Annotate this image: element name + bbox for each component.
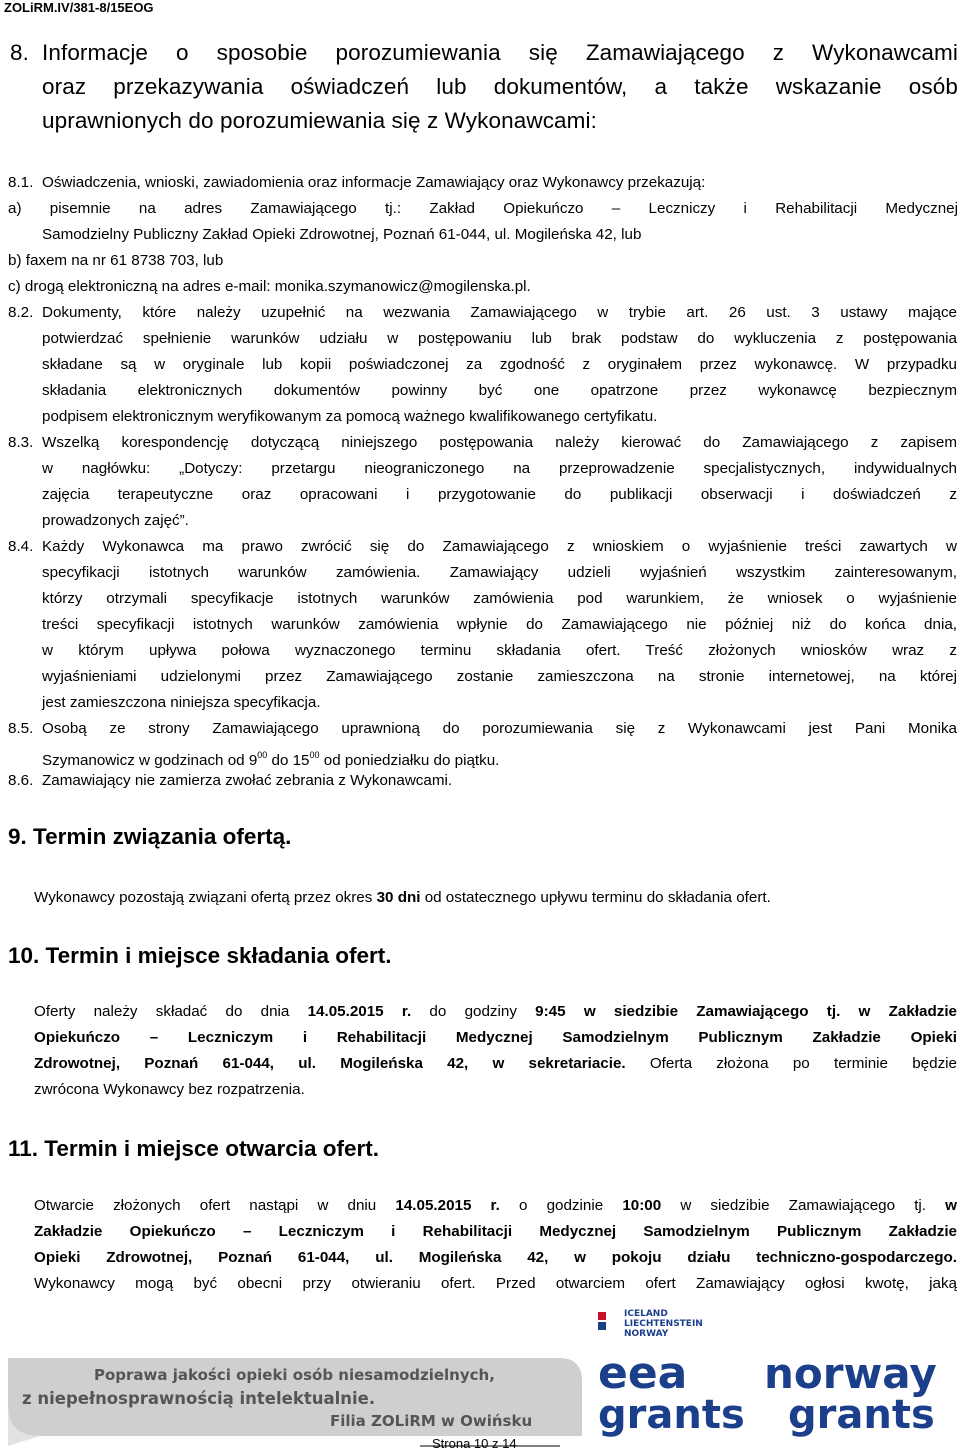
p84-line: jest zamieszczona niniejsza specyfikacja. bbox=[42, 694, 321, 711]
p85-line: Osobą ze strony Zamawiającego uprawnioną do porozumiewania się z Wykonawcami jest Pani Monika bbox=[42, 720, 957, 737]
p81-label: 8.1. bbox=[8, 174, 34, 191]
s11-text: o godzinie bbox=[499, 1197, 623, 1214]
s10-line: zwrócona Wykonawcy bez rozpatrzenia. bbox=[34, 1081, 305, 1098]
s10-address: Zdrowotnej, Poznań 61-044, ul. Mogileńska 42, w sekretariacie. bbox=[34, 1055, 626, 1072]
banner-line-3: Filia ZOLiRM w Owińsku bbox=[330, 1412, 533, 1430]
list-item-b: b) faxem na nr 61 8738 703, lub bbox=[8, 252, 224, 269]
flag-norway: NORWAY bbox=[624, 1329, 669, 1339]
section-9-text bbox=[34, 885, 771, 911]
s10-line bbox=[34, 999, 957, 1025]
eea-grants-word: grants bbox=[598, 1392, 745, 1438]
page-number: Strona 10 z 14 bbox=[432, 1436, 517, 1451]
section-8-title-line: Informacje o sposobie porozumiewania się Zamawiającego z Wykonawcami bbox=[42, 40, 958, 65]
s11-line bbox=[34, 1193, 957, 1219]
section-11-heading: 11. Termin i miejsce otwarcia ofert. bbox=[8, 1136, 379, 1161]
flag-liechtenstein: LIECHTENSTEIN bbox=[624, 1319, 703, 1329]
banner-line-1: Poprawa jakości opieki osób niesamodzielnych, bbox=[94, 1366, 495, 1384]
s11-text-bold: w bbox=[945, 1197, 957, 1214]
s10-date: 14.05.2015 r. bbox=[307, 1003, 412, 1020]
norway-grants-word: grants bbox=[788, 1392, 935, 1438]
p82-line: potwierdzać spełnienie warunków udziału w postępowaniu lub brak podstaw do wykluczenia z postępowania bbox=[42, 330, 957, 347]
flag-iceland: ICELAND bbox=[624, 1309, 668, 1319]
banner-line-2: z niepełnosprawnością intelektualnie. bbox=[22, 1389, 376, 1408]
p83-line: zajęcia terapeutyczne oraz opracowani i przygotowanie do publikacji obserwacji i doświadczeń z bbox=[42, 486, 957, 503]
p83-label: 8.3. bbox=[8, 434, 34, 451]
footer-graphics bbox=[0, 1296, 960, 1453]
list-item-a-cont: Samodzielny Publiczny Zakład Opieki Zdrowotnej, Poznań 61-044, ul. Mogileńska 42, lub bbox=[42, 226, 642, 243]
footer bbox=[0, 1296, 960, 1453]
p84-line: w którym upływa połowa wyznaczonego terminu składania ofert. Treść złożonych wniosków wraz z bbox=[42, 642, 957, 659]
p84-line: którzy otrzymali specyfikacje istotnych warunków zamówienia pod warunkiem, że wniosek o wyjaśnienie bbox=[42, 590, 957, 607]
flag-red-icon bbox=[598, 1312, 606, 1320]
flag-blue-icon bbox=[598, 1322, 606, 1330]
s10-text: Oferty należy składać do dnia bbox=[34, 1003, 308, 1020]
s11-date: 14.05.2015 r. bbox=[395, 1197, 500, 1214]
s9-days: 30 dni bbox=[376, 889, 421, 906]
p84-line: Każdy Wykonawca ma prawo zwrócić się do Zamawiającego z wnioskiem o wyjaśnienie treści zawartych w bbox=[42, 538, 957, 555]
p85-superscript: 00 bbox=[309, 750, 320, 760]
section-9-heading: 9. Termin związania ofertą. bbox=[8, 824, 292, 849]
p82-line: Dokumenty, które należy uzupełnić na wezwania Zamawiającego w trybie art. 26 ust. 3 ustawy mające bbox=[42, 304, 957, 321]
s10-text: do godziny bbox=[411, 1003, 536, 1020]
s11-text: Otwarcie złożonych ofert nastąpi w dniu bbox=[34, 1197, 396, 1214]
s11-line: Wykonawcy mogą być obecni przy otwieraniu ofert. Przed otwarciem ofert Zamawiający ogłosi kwotę, jaką bbox=[34, 1275, 957, 1292]
eea-word: eea bbox=[598, 1348, 688, 1399]
p86-text: Zamawiający nie zamierza zwołać zebrania z Wykonawcami. bbox=[42, 772, 453, 789]
section-8-title-line: oraz przekazywania oświadczeń lub dokumentów, a także wskazanie osób bbox=[42, 74, 958, 99]
document-reference: ZOLiRM.IV/381-8/15EOG bbox=[4, 0, 154, 15]
p85-text: do 15 bbox=[267, 752, 310, 769]
section-10-heading: 10. Termin i miejsce składania ofert. bbox=[8, 943, 392, 968]
list-item-c: c) drogą elektroniczną na adres e-mail: monika.szymanowicz@mogilenska.pl. bbox=[8, 278, 531, 295]
s11-line: Opieki Zdrowotnej, Poznań 61-044, ul. Mogileńska 42, w pokoju działu techniczno-gospodarczego. bbox=[34, 1249, 957, 1266]
p83-line: prowadzonych zajęć”. bbox=[42, 512, 189, 529]
s10-line bbox=[34, 1051, 957, 1077]
s10-line: Opiekuńczo – Leczniczym i Rehabilitacji Medycznej Samodzielnym Publicznym Zakładzie Opieki bbox=[34, 1029, 957, 1046]
p84-line: specyfikacji istotnych warunków zamówienia. Zamawiający udzieli wyjaśnień wszystkim zainteresowanym, bbox=[42, 564, 957, 581]
p82-line: podpisem elektronicznym weryfikowanym za pomocą ważnego kwalifikowanego certyfikatu. bbox=[42, 408, 658, 425]
p82-line: składane są w oryginale lub kopii poświadczonej za zgodność z oryginałem przez wykonawcę. W przypadku bbox=[42, 356, 957, 373]
p84-line: treści specyfikacji istotnych warunków zamówienia wpłynie do Zamawiającego nie później niż do końca dnia, bbox=[42, 616, 957, 633]
p85-superscript: 00 bbox=[257, 750, 268, 760]
eea-grants-logo bbox=[598, 1309, 745, 1438]
s10-text: Oferta złożona po terminie będzie bbox=[625, 1055, 957, 1072]
p86-label: 8.6. bbox=[8, 772, 34, 789]
s11-time: 10:00 bbox=[622, 1197, 662, 1214]
p83-line: Wszelką korespondencję dotyczącą niniejszego postępowania należy kierować do Zamawiającego z zapisem bbox=[42, 434, 957, 451]
s9-text: Wykonawcy pozostają związani ofertą przez okres bbox=[34, 889, 377, 906]
p84-label: 8.4. bbox=[8, 538, 34, 555]
p82-line: składania elektronicznych dokumentów powinny być one opatrzone przez wykonawcę bezpiecznym bbox=[42, 382, 957, 399]
p85-label: 8.5. bbox=[8, 720, 34, 737]
p85-text: Szymanowicz w godzinach od 9 bbox=[42, 752, 258, 769]
s11-text: w siedzibie Zamawiającego tj. bbox=[661, 1197, 946, 1214]
s9-text: od ostatecznego upływu terminu do składania ofert. bbox=[420, 889, 771, 906]
norway-grants-logo bbox=[764, 1349, 937, 1438]
p85-text: od poniedziałku do piątku. bbox=[319, 752, 500, 769]
p84-line: wyjaśnieniami udzielonymi przez Zamawiającego zostanie zamieszczona na stronie internetowej, na której bbox=[42, 668, 957, 685]
s11-line: Zakładzie Opiekuńczo – Leczniczym i Rehabilitacji Medycznej Samodzielnym Publicznym Zakładzie bbox=[34, 1223, 957, 1240]
p82-label: 8.2. bbox=[8, 304, 34, 321]
p81-text: Oświadczenia, wnioski, zawiadomienia oraz informacje Zamawiający oraz Wykonawcy przekazują: bbox=[42, 174, 706, 191]
section-8-title-line: uprawnionych do porozumiewania się z Wykonawcami: bbox=[42, 108, 597, 133]
norway-word: norway bbox=[764, 1349, 937, 1398]
list-item-a: a) pisemnie na adres Zamawiającego tj.: Zakład Opiekuńczo – Leczniczy i Rehabilitacji Medycznej bbox=[8, 200, 958, 217]
p83-line: w nagłówku: „Dotyczy: przetargu nieograniczonego na przeprowadzenie specjalistycznych, indywidualnych bbox=[42, 460, 957, 477]
section-8-number: 8. bbox=[10, 40, 29, 65]
s10-time-place: 9:45 w siedzibie Zamawiającego tj. w Zakładzie bbox=[535, 1003, 957, 1020]
